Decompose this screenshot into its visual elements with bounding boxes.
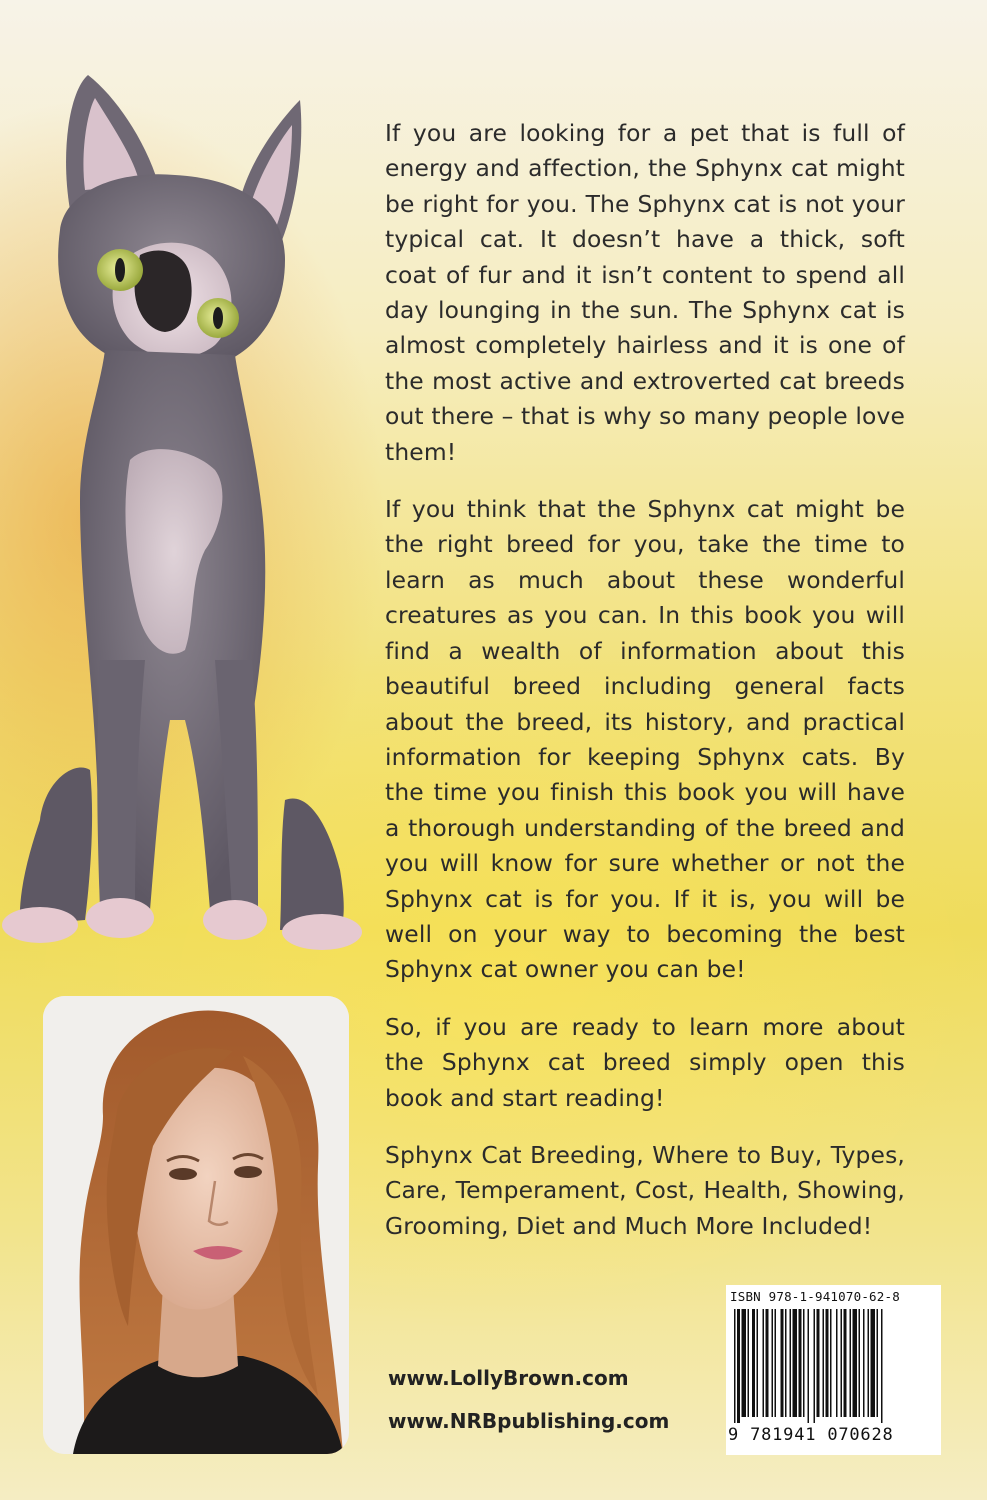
author-website-link[interactable]: www.LollyBrown.com bbox=[388, 1366, 629, 1390]
barcode-digits: 9 781941 070628 bbox=[728, 1425, 894, 1445]
blurb-paragraph-3: So, if you are ready to learn more about the Sphynx cat breed simply open this book and start reading! bbox=[385, 1012, 905, 1112]
blurb-paragraph-2: If you think that the Sphynx cat might be the right breed for you, take the time to learn as much about these wonderful creatures as you can. In this book you will find a wealth of information about this beautiful breed including general facts about the breed, its history, and practical information for keeping Sphynx cats. By the time you finish this book you will have a thorough understanding of the breed and you will know for sure whether or not the Sphynx cat is for you. If it is, you will be well on your way to becoming the best Sphynx cat owner you can be! bbox=[385, 495, 905, 984]
author-photo bbox=[43, 996, 349, 1454]
sphynx-cat-photo bbox=[0, 60, 380, 960]
isbn-barcode bbox=[726, 1285, 941, 1455]
blurb-text bbox=[385, 116, 905, 1244]
blurb-paragraph-4: Sphynx Cat Breeding, Where to Buy, Types, Care, Temperament, Cost, Health, Showing, Grooming, Diet and Much More Included! bbox=[385, 1140, 905, 1240]
blurb-paragraph-1: If you are looking for a pet that is full of energy and affection, the Sphynx cat might be right for you. The Sphynx cat is not your typical cat. It doesn’t have a thick, soft coat of fur and it isn’t content to spend all day lounging in the sun. The Sphynx cat is almost completely hairless and it is one of the most active and extroverted cat breeds out there – that is why so many people love them! bbox=[385, 119, 905, 466]
isbn-label: ISBN 978-1-941070-62-8 bbox=[730, 1289, 900, 1304]
barcode-bars bbox=[734, 1309, 934, 1423]
publisher-website-link[interactable]: www.NRBpublishing.com bbox=[388, 1409, 670, 1433]
